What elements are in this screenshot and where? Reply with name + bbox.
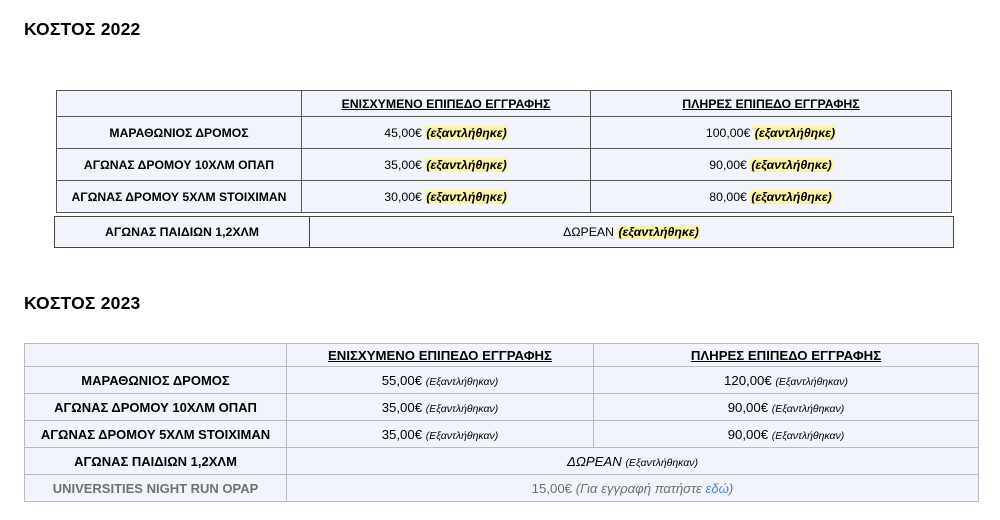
enhanced-price-cell: 35,00€ (Εξαντλήθηκαν) [287, 421, 594, 448]
row-label: ΜΑΡΑΘΩΝΙΟΣ ΔΡΟΜΟΣ [25, 367, 287, 394]
table-row [25, 475, 979, 502]
row-label: ΑΓΩΝΑΣ ΔΡΟΜΟΥ 5ΧΛΜ STOIXIMAN [25, 421, 287, 448]
row-label: ΑΓΩΝΑΣ ΔΡΟΜΟΥ 10ΧΛΜ ΟΠΑΠ [25, 394, 287, 421]
header-full: ΠΛΗΡΕΣ ΕΠΙΠΕΔΟ ΕΓΓΡΑΦΗΣ [591, 91, 952, 117]
table-header-row [57, 91, 952, 117]
sold-out-badge: (εξαντλήθηκε) [618, 225, 699, 239]
full-price-cell: 90,00€ (Εξαντλήθηκαν) [594, 394, 979, 421]
cost-2023-heading: ΚΟΣΤΟΣ 2023 [24, 293, 141, 313]
cost-2022-table [56, 90, 952, 213]
header-empty [25, 344, 287, 367]
kids-price-cell: ΔΩΡΕΑΝ (εξαντλήθηκε) [310, 217, 954, 248]
sold-out-badge: (εξαντλήθηκε) [751, 157, 832, 172]
enhanced-price-cell: 45,00€ (εξαντλήθηκε) [302, 117, 591, 149]
sold-out-note: (Εξαντλήθηκαν) [771, 429, 845, 442]
header-empty [57, 91, 302, 117]
full-price-cell: 90,00€ (εξαντλήθηκε) [591, 149, 952, 181]
table-row [25, 394, 979, 421]
table-row [25, 448, 979, 475]
header-full: ΠΛΗΡΕΣ ΕΠΙΠΕΔΟ ΕΓΓΡΑΦΗΣ [594, 344, 979, 367]
sold-out-note: (Εξαντλήθηκαν) [771, 402, 845, 415]
sold-out-note: (Εξαντλήθηκαν) [425, 429, 499, 442]
row-label: ΑΓΩΝΑΣ ΠΑΙΔΙΩΝ 1,2ΧΛΜ [25, 448, 287, 475]
header-enhanced: ΕΝΙΣΧΥΜΕΝΟ ΕΠΙΠΕΔΟ ΕΓΓΡΑΦΗΣ [302, 91, 591, 117]
sold-out-badge: (εξαντλήθηκε) [426, 157, 507, 172]
enhanced-price-cell: 30,00€ (εξαντλήθηκε) [302, 181, 591, 213]
table-row [25, 367, 979, 394]
enhanced-price-cell: 35,00€ (Εξαντλήθηκαν) [287, 394, 594, 421]
row-label: ΑΓΩΝΑΣ ΠΑΙΔΙΩΝ 1,2ΧΛΜ [55, 217, 310, 248]
sold-out-badge: (εξαντλήθηκε) [751, 189, 832, 204]
universities-price-cell: 15,00€ (Για εγγραφή πατήστε εδώ) [287, 475, 979, 502]
row-label: UNIVERSITIES NIGHT RUN OPAP [25, 475, 287, 502]
sold-out-note: (Εξαντλήθηκαν) [425, 375, 499, 388]
sold-out-badge: (εξαντλήθηκε) [754, 125, 836, 140]
header-enhanced: ΕΝΙΣΧΥΜΕΝΟ ΕΠΙΠΕΔΟ ΕΓΓΡΑΦΗΣ [287, 344, 594, 367]
sold-out-badge: (εξαντλήθηκε) [426, 189, 507, 204]
table-row [57, 149, 952, 181]
full-price-cell: 90,00€ (Εξαντλήθηκαν) [594, 421, 979, 448]
sold-out-note: (Εξαντλήθηκαν) [625, 456, 699, 469]
row-label: ΑΓΩΝΑΣ ΔΡΟΜΟΥ 10ΧΛΜ ΟΠΑΠ [57, 149, 302, 181]
cost-2022-heading: ΚΟΣΤΟΣ 2022 [24, 19, 141, 39]
row-label: ΑΓΩΝΑΣ ΔΡΟΜΟΥ 5ΧΛΜ STOIXIMAN [57, 181, 302, 213]
register-link[interactable]: εδώ [705, 480, 729, 496]
sold-out-note: (Εξαντλήθηκαν) [425, 402, 499, 415]
table-row [25, 421, 979, 448]
table-row [57, 117, 952, 149]
enhanced-price-cell: 55,00€ (Εξαντλήθηκαν) [287, 367, 594, 394]
table-row [57, 181, 952, 213]
full-price-cell: 120,00€ (Εξαντλήθηκαν) [594, 367, 979, 394]
kids-price-cell: ΔΩΡΕΑΝ (Εξαντλήθηκαν) [287, 448, 979, 475]
cost-2023-table [24, 343, 979, 502]
table-row [55, 217, 954, 248]
cost-2022-kids-row [54, 216, 954, 248]
sold-out-note: (Εξαντλήθηκαν) [775, 375, 848, 388]
enhanced-price-cell: 35,00€ (εξαντλήθηκε) [302, 149, 591, 181]
sold-out-badge: (εξαντλήθηκε) [426, 125, 507, 140]
full-price-cell: 100,00€ (εξαντλήθηκε) [591, 117, 952, 149]
table-header-row [25, 344, 979, 367]
row-label: ΜΑΡΑΘΩΝΙΟΣ ΔΡΟΜΟΣ [57, 117, 302, 149]
full-price-cell: 80,00€ (εξαντλήθηκε) [591, 181, 952, 213]
